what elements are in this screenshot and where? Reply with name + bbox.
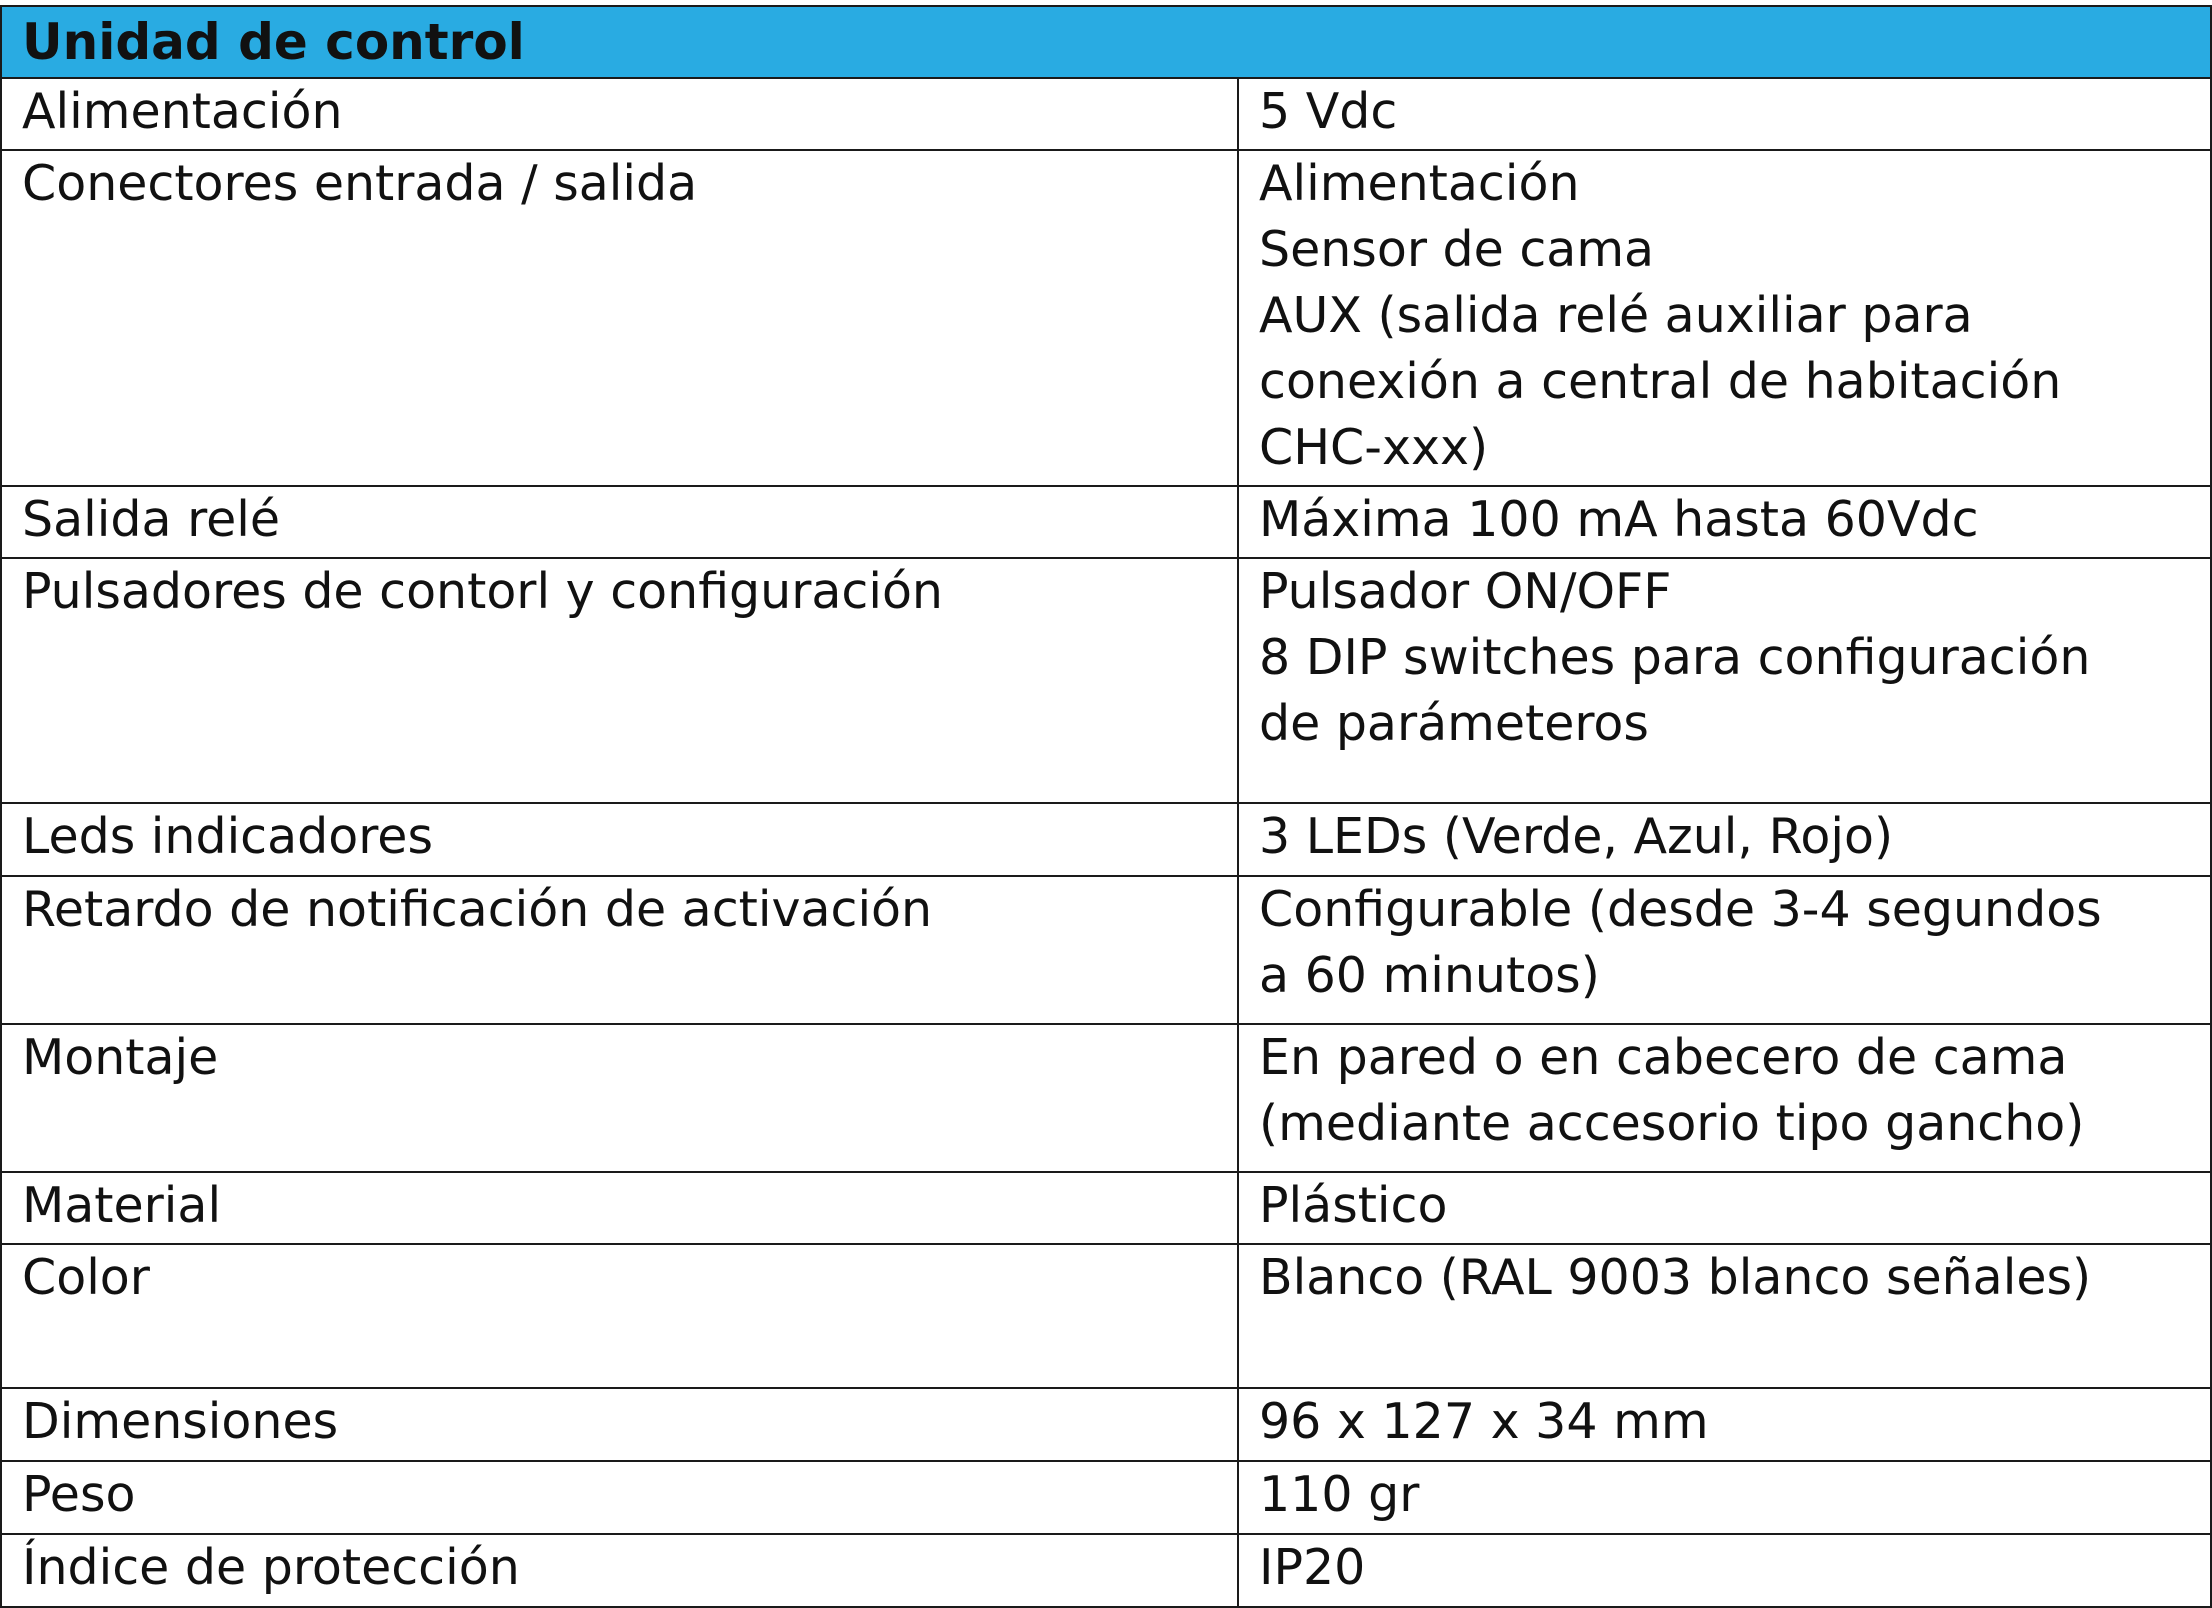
table-row [1,1244,2211,1388]
row-label: Color [1,1244,1238,1388]
table-row [1,1024,2211,1172]
row-value: 110 gr [1238,1461,2211,1534]
row-value: Plástico [1238,1172,2211,1244]
row-label: Conectores entrada / salida [1,150,1238,486]
spec-table [0,5,2212,1608]
row-label: Peso [1,1461,1238,1534]
row-value: 5 Vdc [1238,78,2211,150]
table-row [1,803,2211,876]
row-label: Pulsadores de contorl y configuración [1,558,1238,803]
table-title: Unidad de control [1,6,2211,78]
row-value: IP20 [1238,1534,2211,1607]
row-label: Leds indicadores [1,803,1238,876]
row-value: En pared o en cabecero de cama (mediante accesorio tipo gancho) [1238,1024,2211,1172]
row-label: Alimentación [1,78,1238,150]
row-value: Blanco (RAL 9003 blanco señales) [1238,1244,2211,1388]
row-label: Material [1,1172,1238,1244]
table-row [1,876,2211,1024]
row-value: Pulsador ON/OFF 8 DIP switches para configuración de parámeteros [1238,558,2211,803]
table-row [1,1534,2211,1607]
row-value: Configurable (desde 3-4 segundos a 60 minutos) [1238,876,2211,1024]
row-value: 96 x 127 x 34 mm [1238,1388,2211,1461]
table-row [1,558,2211,803]
row-value: 3 LEDs (Verde, Azul, Rojo) [1238,803,2211,876]
row-label: Montaje [1,1024,1238,1172]
row-value: Alimentación Sensor de cama AUX (salida relé auxiliar para conexión a central de habitación CHC-xxx) [1238,150,2211,486]
row-label: Retardo de notificación de activación [1,876,1238,1024]
table-row [1,1172,2211,1244]
row-label: Dimensiones [1,1388,1238,1461]
table-row [1,78,2211,150]
table-row [1,1461,2211,1534]
table-row [1,1388,2211,1461]
table-row [1,486,2211,558]
row-label: Índice de protección [1,1534,1238,1607]
row-label: Salida relé [1,486,1238,558]
row-value: Máxima 100 mA hasta 60Vdc [1238,486,2211,558]
table-header-row [1,6,2211,78]
table-row [1,150,2211,486]
